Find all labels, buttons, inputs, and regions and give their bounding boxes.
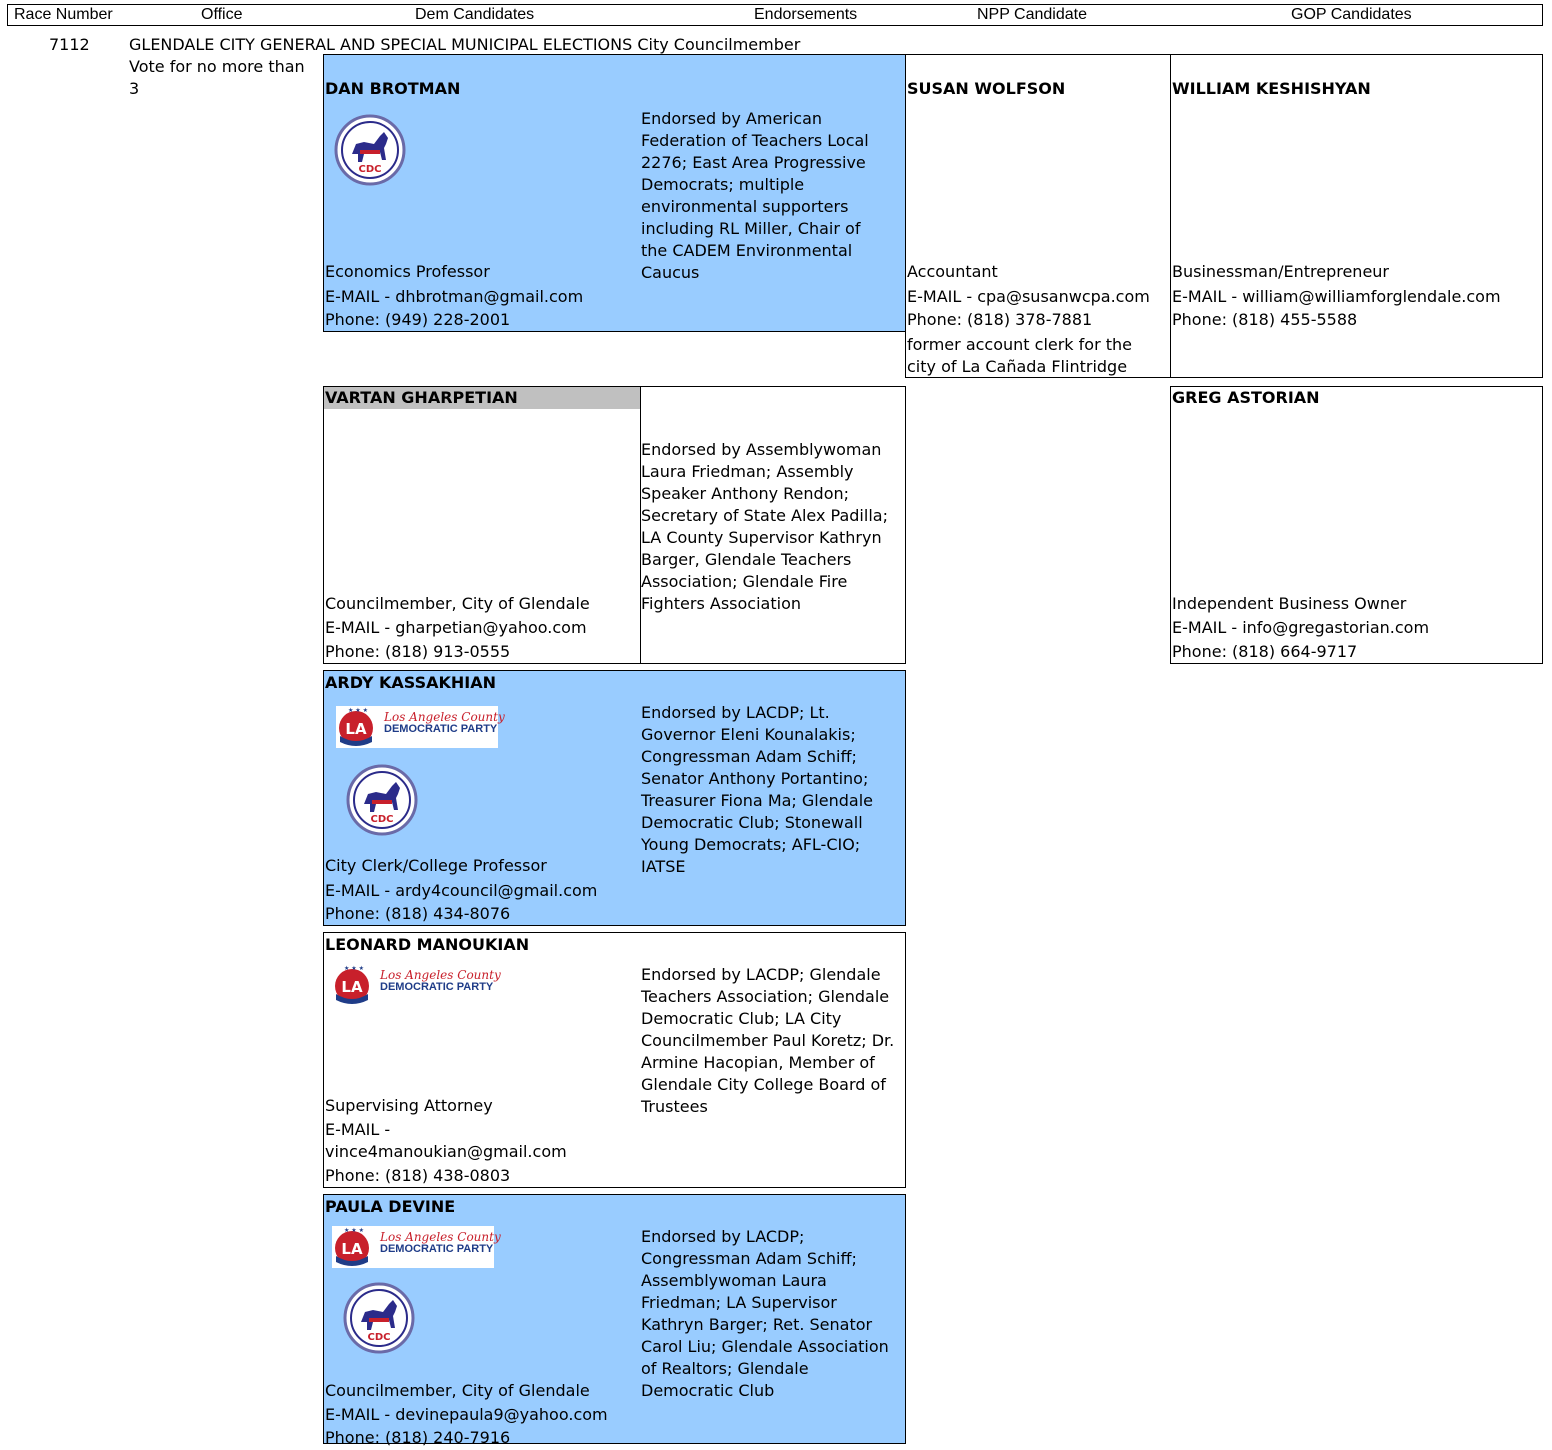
candidate-note-line1: former account clerk for the [907,335,1132,354]
candidate-email[interactable]: E-MAIL - william@williamforglendale.com [1172,287,1501,306]
cdc-logo-icon [346,764,418,836]
candidate-occupation: City Clerk/College Professor [325,856,547,875]
lacdp-logo [332,1226,501,1268]
candidate-email[interactable]: E-MAIL - ardy4council@gmail.com [325,881,598,900]
cdc-logo-icon [334,114,406,186]
lacdp-la-icon [336,706,380,748]
candidate-phone: Phone: (818) 913-0555 [325,642,511,661]
candidate-phone: Phone: (818) 378-7881 [907,310,1093,329]
candidate-endorsement: Endorsed by LACDP; Glendale Teachers Association; Glendale Democratic Club; LA City Councilmember Paul Koretz; Dr. Armine Hacopian, Member of Glendale City College Board of Trustees [641,965,895,1116]
header-npp-candidate: NPP Candidate [977,6,1087,23]
candidate-email-line1[interactable]: E-MAIL - [325,1120,391,1139]
candidate-email-line2[interactable]: vince4manoukian@gmail.com [325,1142,567,1161]
column-header-row [7,4,1543,26]
lacdp-logo [332,964,501,1006]
header-race-number: Race Number [14,6,113,23]
candidate-phone: Phone: (818) 664-9717 [1172,642,1358,661]
lacdp-mark-text: LA [341,1240,363,1258]
candidate-phone: Phone: (818) 240-7916 [325,1428,511,1447]
lacdp-logo [336,706,505,748]
candidate-occupation: Councilmember, City of Glendale [325,1381,590,1400]
header-endorsements: Endorsements [754,6,858,23]
candidate-endorsement: Endorsed by LACDP; Lt. Governor Eleni Kounalakis; Congressman Adam Schiff; Senator Anthony Portantino; Treasurer Fiona Ma; Glendale Democratic Club; Stonewall Young Democrats; AFL-CIO; IATSE [641,703,873,876]
svg-text:★ ★ ★: ★ ★ ★ [344,965,364,972]
svg-text:★ ★ ★: ★ ★ ★ [344,1227,364,1234]
vote-limit-line1: Vote for no more than [129,57,305,76]
candidate-endorsement: Endorsed by Assemblywoman Laura Friedman; Assembly Speaker Anthony Rendon; Secretary of State Alex Padilla; LA County Supervisor Kathryn Barger, Glendale Teachers Association; Glendale Fire Fighters Association [641,440,888,613]
race-number: 7112 [49,35,90,54]
candidate-note-line2: city of La Cañada Flintridge [907,357,1128,376]
lacdp-mark-text: LA [345,720,367,738]
header-dem-candidates: Dem Candidates [415,6,535,23]
lacdp-bold-text: DEMOCRATIC PARTY [380,1243,494,1255]
candidate-name: ARDY KASSAKHIAN [325,673,496,692]
candidate-phone: Phone: (818) 455-5588 [1172,310,1358,329]
cdc-logo-text: CDC [367,1332,391,1343]
cdc-logo-text: CDC [358,164,382,175]
candidate-name: LEONARD MANOUKIAN [325,935,530,954]
candidate-occupation: Accountant [907,262,998,281]
lacdp-script-text: Los Angeles County [380,1230,501,1244]
vote-limit-line2: 3 [129,79,140,98]
candidate-email[interactable]: E-MAIL - gharpetian@yahoo.com [325,618,587,637]
svg-text:★ ★ ★: ★ ★ ★ [348,707,368,714]
candidate-phone: Phone: (818) 434-8076 [325,904,511,923]
candidate-occupation: Economics Professor [325,262,490,281]
candidate-email[interactable]: E-MAIL - info@gregastorian.com [1172,618,1430,637]
candidate-email[interactable]: E-MAIL - devinepaula9@yahoo.com [325,1405,608,1424]
lacdp-la-icon [332,964,376,1006]
lacdp-bold-text: DEMOCRATIC PARTY [380,981,494,993]
lacdp-mark-text: LA [341,978,363,996]
candidate-name: DAN BROTMAN [325,79,461,98]
candidate-endorsement: Endorsed by LACDP; Congressman Adam Schiff; Assemblywoman Laura Friedman; LA Supervisor Kathryn Barger; Ret. Senator Carol Liu; Glendale Association of Realtors; Glendale Democratic Club [641,1227,889,1400]
candidate-phone: Phone: (818) 438-0803 [325,1166,511,1185]
candidate-occupation: Businessman/Entrepreneur [1172,262,1389,281]
candidate-name: WILLIAM KESHISHYAN [1172,79,1371,98]
header-gop-candidates: GOP Candidates [1291,6,1412,23]
lacdp-bold-text: DEMOCRATIC PARTY [384,723,498,735]
race-title: GLENDALE CITY GENERAL AND SPECIAL MUNICIPAL ELECTIONS City Councilmember [129,35,801,54]
candidate-name: VARTAN GHARPETIAN [325,388,518,407]
candidate-name: SUSAN WOLFSON [907,79,1066,98]
candidate-endorsement: Endorsed by American Federation of Teachers Local 2276; East Area Progressive Democrats; multiple environmental supporters including RL Miller, Chair of the CADEM Environmental Caucus [641,109,869,282]
lacdp-script-text: Los Angeles County [380,968,501,982]
candidate-occupation: Supervising Attorney [325,1096,493,1115]
candidate-email[interactable]: E-MAIL - dhbrotman@gmail.com [325,287,584,306]
cdc-logo-icon [343,1282,415,1354]
candidate-email[interactable]: E-MAIL - cpa@susanwcpa.com [907,287,1150,306]
lacdp-script-text: Los Angeles County [384,710,505,724]
cdc-logo-text: CDC [370,814,394,825]
candidate-occupation: Councilmember, City of Glendale [325,594,590,613]
candidate-occupation: Independent Business Owner [1172,594,1407,613]
lacdp-la-icon [332,1226,376,1268]
candidate-name: GREG ASTORIAN [1172,388,1320,407]
candidate-phone: Phone: (949) 228-2001 [325,310,511,329]
header-office: Office [201,6,243,23]
candidate-name: PAULA DEVINE [325,1197,456,1216]
